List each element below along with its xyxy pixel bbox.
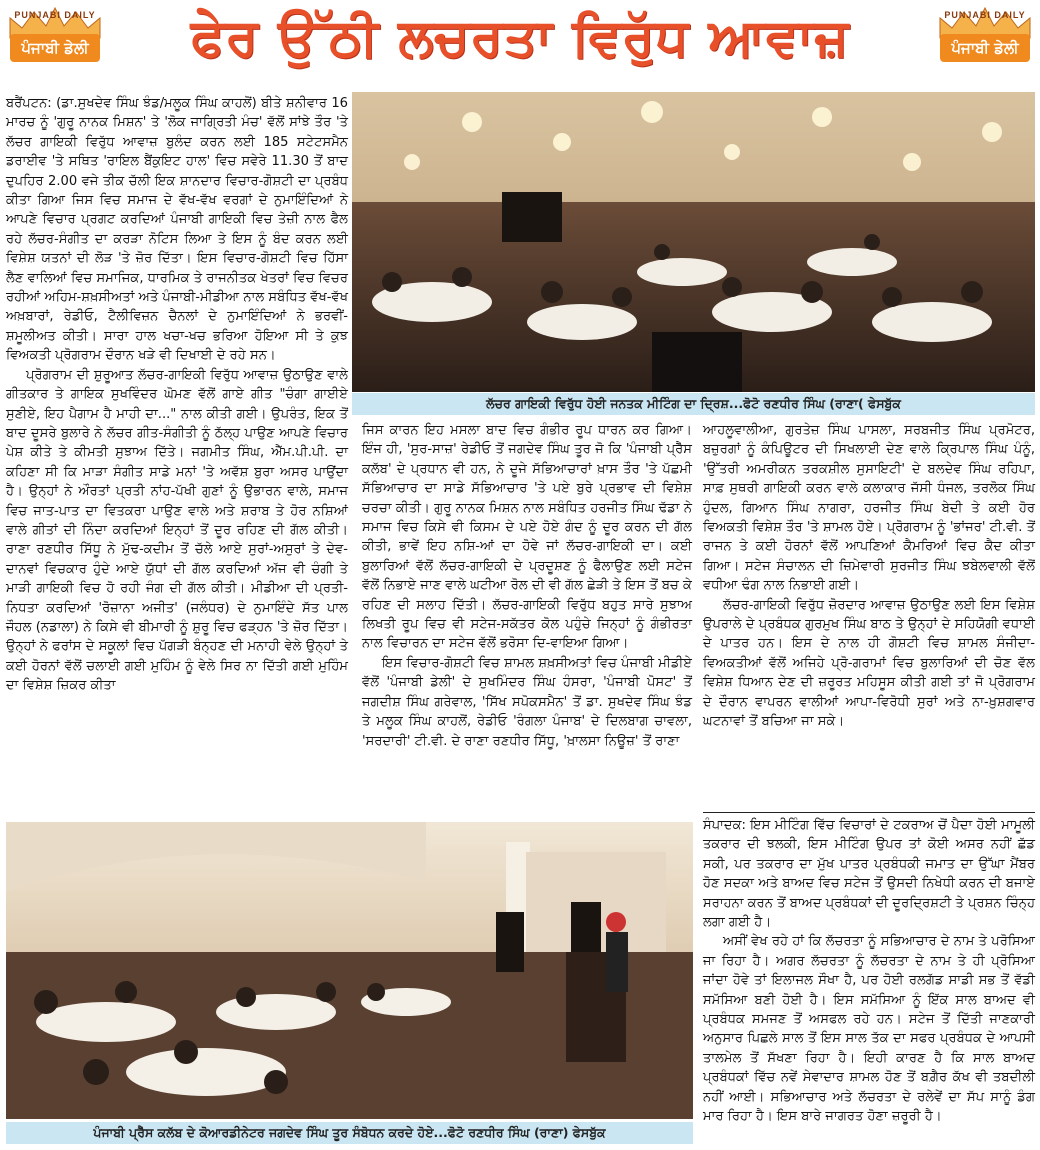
article-paragraph: ਪ੍ਰੋਗਰਾਮ ਦੀ ਸ਼ੁਰੂਆਤ ਲੱਚਰ-ਗਾਇਕੀ ਵਿਰੁੱਧ ਆਵਾਜ਼ ਉਠਾਉਣ ਵਾਲੇ ਗੀਤਕਾਰ ਤੇ ਗਾਇਕ ਸੁਖਵਿੰਦਰ ਘੋਮਣ ਵੱਲੋਂ ਗਾਏ ਗੀਤ "ਚੰਗਾ ਗਾਈਏ ਸੁਣੀਏ, ਇਹ ਪੈਗਾਮ ਹੈ ਮਾਹੀ ਦਾ..." ਨਾਲ ਕੀਤੀ ਗਈ। ਉਪਰੰਤ, ਇਕ ਤੋਂ ਬਾਦ ਦੂਸਰੇ ਬੁਲਾਰੇ ਨੇ ਲੱਚਰ ਗੀਤ-ਸੰਗੀਤੀ ਨੂੰ ਠੱਲ੍ਹ ਪਾਉਣ ਆਪਣੇ ਵਿਚਾਰ ਪੇਸ਼ ਕੀਤੇ ਤੇ ਕੀਮਤੀ ਸੁਝਾਅ ਦਿੱਤੇ। ਜਗਮੀਤ ਸਿੰਘ, ਐੱਮ.ਪੀ.ਪੀ. ਦਾ ਕਹਿਣਾ ਸੀ ਕਿ ਮਾੜਾ ਸੰਗੀਤ ਸਾਡੇ ਮਨਾਂ 'ਤੇ ਅਵੱਸ਼ ਬੁਰਾ ਅਸਰ ਪਾਉਂਦਾ ਹੈ। ਉਨ੍ਹਾਂ ਨੇ ਔਰਤਾਂ ਪ੍ਰਤੀ ਨਾਂਹ-ਪੱਖੀ ਗੁਣਾਂ ਨੂੰ ਉਭਾਰਨ ਵਾਲੇ, ਸਮਾਜ ਵਿਚ ਜਾਤ-ਪਾਤ ਦਾ ਵਿਤਕਰਾ ਪਾਉਣ ਵਾਲੇ ਅਤੇ ਸ਼ਰਾਬ ਤੇ ਹੋਰ ਨਸ਼ਿਆਂ ਵਾਲੇ ਗੀਤਾਂ ਦੀ ਨਿੰਦਾ ਕਰਦਿਆਂ ਇਨ੍ਹਾਂ ਤੋਂ ਦੂਰ ਰਹਿਣ ਦੀ ਗੱਲ ਕੀਤੀ। ਰਾਣਾ ਰਣਧੀਰ ਸਿੱਧੂ ਨੇ ਮੁੱਢ-ਕਦੀਮ ਤੋਂ ਚੱਲੇ ਆਏ ਸੁਰਾਂ-ਅਸੁਰਾਂ ਤੇ ਦੇਵ-ਦਾਨਵਾਂ ਵਿਚਕਾਰ ਹੁੰਦੇ ਆਏ ਯੁੱਧਾਂ ਦੀ ਗੱਲ ਕਰਦਿਆਂ ਅੱਜ ਵੀ ਚੰਗੀ ਤੇ ਮਾੜੀ ਗਾਇਕੀ ਵਿਚ ਹੋ ਰਹੀ ਜੰਗ ਦੀ ਗੱਲ ਕੀਤੀ। ਮੀਡੀਆ ਦੀ ਪ੍ਰਤੀ-ਨਿਧਤਾ ਕਰਦਿਆਂ 'ਰੋਜ਼ਾਨਾ ਅਜੀਤ' (ਜਲੰਧਰ) ਦੇ ਨੁਮਾਇੰਦੇ ਸੱਤ ਪਾਲ ਜੌਹਲ (ਨਡਾਲਾ) ਨੇ ਕਿਸੇ ਵੀ ਬੀਮਾਰੀ ਨੂੰ ਸ਼ੁਰੂ ਵਿਚ ਫੜ੍ਹਨ 'ਤੇ ਜ਼ੋਰ ਦਿੱਤਾ। ਉਨ੍ਹਾਂ ਨੇ ਫਰਾਂਸ ਦੇ ਸਕੂਲਾਂ ਵਿਚ ਪੱਗੜੀ ਬੰਨ੍ਹਣ ਦੀ ਮਨਾਹੀ ਵੇਲੇ ਉਨ੍ਹਾਂ ਤੇ ਕਈ ਹੋਰਨਾਂ ਵੱਲੋਂ ਚਲਾਈ ਗਈ ਮੁਹਿੰਮ ਨੂੰ ਵੇਲੇ ਸਿਰ ਨਾ ਦਿੱਤੀ ਗਈ ਮੁਹਿੰਮ ਦਾ ਵਿਸ਼ੇਸ਼ ਜ਼ਿਕਰ ਕੀਤਾ [6, 367, 348, 694]
photo-caption-bottom: ਪੰਜਾਬੀ ਪ੍ਰੈੱਸ ਕਲੱਬ ਦੇ ਕੋਆਰਡੀਨੇਟਰ ਜਗਦੇਵ ਸਿੰਘ ਤੂਰ ਸੰਬੋਧਨ ਕਰਦੇ ਹੋਏ...ਫੋਟੋ ਰਣਧੀਰ ਸਿੰਘ (ਰਾਣਾ) ਫੇਸਬੁੱਕ [6, 1122, 693, 1144]
photo-caption-top: ਲੱਚਰ ਗਾਇਕੀ ਵਿਰੁੱਧ ਹੋਈ ਜਨਤਕ ਮੀਟਿੰਗ ਦਾ ਦ੍ਰਿਸ਼...ਫੋਟੋ ਰਣਧੀਰ ਸਿੰਘ (ਰਾਣਾ( ਫੇਸਬੁੱਕ [352, 393, 1035, 415]
editor-paragraph: ਸੰਪਾਦਕ: ਇਸ ਮੀਟਿੰਗ ਵਿੱਚ ਵਿਚਾਰਾਂ ਦੇ ਟਕਰਾਅ ਚੋਂ ਪੈਦਾ ਹੋਈ ਮਾਮੂਲੀ ਤਕਰਾਰ ਦੀ ਝਲਕੀ, ਇਸ ਮੀਟਿੰਗ ਉਪਰ ਤਾਂ ਕੋਈ ਅਸਰ ਨਹੀਂ ਛੱਡ ਸਕੀ, ਪਰ ਤਕਰਾਰ ਦਾ ਮੁੱਖ ਪਾਤਰ ਪ੍ਰਬੰਧਕੀ ਜਮਾਤ ਦਾ ਉੱਘਾ ਮੈਂਬਰ ਹੋਣ ਸਦਕਾ ਅਤੇ ਬਾਅਦ ਵਿਚ ਸਟੇਜ ਤੋਂ ਉਸਦੀ ਨਿਖੇਧੀ ਕਰਨ ਦੀ ਬਜਾਏ ਸਰਾਹਨਾ ਕਰਨ ਤੋਂ ਬਾਅਦ ਪ੍ਰਬੰਧਕਾਂ ਦੀ ਦੂਰਦ੍ਰਿਸ਼ਟੀ ਤੇ ਪ੍ਰਸ਼ਨ ਚਿੰਨ੍ਹ ਲਗਾ ਗਈ ਹੈ। [703, 818, 1035, 931]
article-paragraph: ਆਹਲੂਵਾਲੀਆ, ਗੁਰਤੇਜ਼ ਸਿੰਘ ਪਾਸਲਾ, ਸਰਬਜੀਤ ਸਿੰਘ ਪ੍ਰਮੋਟਰ, ਬਜ਼ੁਰਗਾਂ ਨੂੰ ਕੰਪਿਊਟਰ ਦੀ ਸਿਖਲਾਈ ਦੇਣ ਵਾਲੇ ਕ੍ਰਿਪਾਲ ਸਿੰਘ ਪੰਨੂੰ, 'ਉੱਤਰੀ ਅਮਰੀਕਨ ਤਰਕਸ਼ੀਲ ਸੁਸਾਇਟੀ' ਦੇ ਬਲਦੇਵ ਸਿੰਘ ਰਹਿਪਾ, ਸਾਫ਼ ਸੁਥਰੀ ਗਾਇਕੀ ਕਰਨ ਵਾਲੇ ਕਲਾਕਾਰ ਜੱਸੀ ਧੰਜਲ, ਤਰਲੋਕ ਸਿੰਘ ਹੁੰਦਲ, ਗਿਆਨ ਸਿੰਘ ਨਾਗਰਾ, ਹਰਜੀਤ ਸਿੰਘ ਬੇਦੀ ਤੇ ਕਈ ਹੋਰ ਵਿਅਕਤੀ ਵਿਸ਼ੇਸ਼ ਤੌਰ 'ਤੇ ਸ਼ਾਮਲ ਹੋਏ। ਪ੍ਰੋਗਰਾਮ ਨੂੰ 'ਭਾਂਜਰ' ਟੀ.ਵੀ. ਤੋਂ ਰਾਜਨ ਤੇ ਕਈ ਹੋਰਨਾਂ ਵੱਲੋਂ ਆਪਣਿਆਂ ਕੈਮਰਿਆਂ ਵਿਚ ਕੈਦ ਕੀਤਾ ਗਿਆ। ਸਟੇਜ ਸੰਚਾਲਨ ਦੀ ਜ਼ਿਮੇਵਾਰੀ ਸੁਰਜੀਤ ਸਿੰਘ ਝਬੇਲਵਾਲੀ ਵੱਲੋਂ ਵਧੀਆ ਢੰਗ ਨਾਲ ਨਿਭਾਈ ਗਈ। [703, 423, 1035, 594]
editor-note [703, 816, 1035, 1127]
article-paragraph: ਬਰੈਂਪਟਨ: (ਡਾ.ਸੁਖਦੇਵ ਸਿੰਘ ਝੰਡ/ਮਲੂਕ ਸਿੰਘ ਕਾਹਲੋਂ) ਬੀਤੇ ਸ਼ਨੀਵਾਰ 16 ਮਾਰਚ ਨੂੰ 'ਗੁਰੂ ਨਾਨਕ ਮਿਸ਼ਨ' ਤੇ 'ਲੋਕ ਜਾਗ੍ਰਿਤੀ ਮੰਚ' ਵੱਲੋਂ ਸਾਂਝੇ ਤੌਰ 'ਤੇ ਲੱਚਰ ਗਾਇਕੀ ਵਿਰੁੱਧ ਆਵਾਜ਼ ਬੁਲੰਦ ਕਰਨ ਲਈ 185 ਸਟੇਟਸਮੈਨ ਡਰਾਈਵ 'ਤੇ ਸਥਿਤ 'ਰਾਇਲ ਬੈਂਕੁਇਟ ਹਾਲ' ਵਿਚ ਸਵੇਰੇ 11.30 ਤੋਂ ਬਾਦ ਦੁਪਹਿਰ 2.00 ਵਜੇ ਤੀਕ ਚੱਲੀ ਇਕ ਸ਼ਾਨਦਾਰ ਵਿਚਾਰ-ਗੋਸ਼ਟੀ ਦਾ ਪ੍ਰਬੰਧ ਕੀਤਾ ਗਿਆ ਜਿਸ ਵਿਚ ਸਮਾਜ ਦੇ ਵੱਖ-ਵੱਖ ਵਰਗਾਂ ਦੇ ਨੁਮਾਇੰਦਿਆਂ ਨੇ ਆਪਣੇ ਵਿਚਾਰ ਪ੍ਰਗਟ ਕਰਦਿਆਂ ਪੰਜਾਬੀ ਗਾਇਕੀ ਵਿਚ ਤੇਜ਼ੀ ਨਾਲ ਫੈਲ ਰਹੇ ਲੱਚਰ-ਸੰਗੀਤ ਦਾ ਕਰੜਾ ਨੋਟਿਸ ਲਿਆ ਤੇ ਇਸ ਨੂੰ ਬੰਦ ਕਰਨ ਲਈ ਵਿਸ਼ੇਸ਼ ਯਤਨਾਂ ਦੀ ਲੋੜ 'ਤੇ ਜ਼ੋਰ ਦਿੱਤਾ। ਇਸ ਵਿਚਾਰ-ਗੋਸ਼ਟੀ ਵਿਚ ਹਿੱਸਾ ਲੈਣ ਵਾਲਿਆਂ ਵਿਚ ਸਮਾਜਿਕ, ਧਾਰਮਿਕ ਤੇ ਰਾਜਨੀਤਕ ਖੇਤਰਾਂ ਵਿਚ ਵਿਚਰ ਰਹੀਆਂ ਅਹਿਮ-ਸ਼ਖ਼ਸੀਅਤਾਂ ਅਤੇ ਪੰਜਾਬੀ-ਮੀਡੀਆ ਨਾਲ ਸਬੰਧਿਤ ਵੱਖ-ਵੱਖ ਅਖ਼ਬਾਰਾਂ, ਰੇਡੀਓ, ਟੈਲੀਵਿਜ਼ਨ ਚੈਨਲਾਂ ਦੇ ਨੁਮਾਇੰਦਿਆਂ ਨੇ ਭਰਵੀਂ-ਸ਼ਮੂਲੀਅਤ ਕੀਤੀ। ਸਾਰਾ ਹਾਲ ਖਚਾ-ਖਚ ਭਰਿਆ ਹੋਇਆ ਸੀ ਤੇ ਕੁਝ ਵਿਅਕਤੀ ਪ੍ਰੋਗਰਾਮ ਦੌਰਾਨ ਖੜੇ ਵੀ ਦਿਖਾਈ ਦੇ ਰਹੇ ਸਨ। [6, 96, 348, 364]
newspaper-logo-left [6, 4, 104, 68]
article-paragraph: ਜਿਸ ਕਾਰਨ ਇਹ ਮਸਲਾ ਬਾਦ ਵਿਚ ਗੰਭੀਰ ਰੂਪ ਧਾਰਨ ਕਰ ਗਿਆ। ਇੰਜ ਹੀ, 'ਸੁਰ-ਸਾਜ਼' ਰੇਡੀਓ ਤੋਂ ਜਗਦੇਵ ਸਿੰਘ ਤੂਰ ਜੋ ਕਿ 'ਪੰਜਾਬੀ ਪ੍ਰੈੱਸ ਕਲੱਬ' ਦੇ ਪ੍ਰਧਾਨ ਵੀ ਹਨ, ਨੇ ਦੂਜੇ ਸੱਭਿਆਚਾਰਾਂ ਖ਼ਾਸ ਤੌਰ 'ਤੇ ਪੱਛਮੀ ਸੱਭਿਆਚਾਰ ਦਾ ਸਾਡੇ ਸੱਭਿਆਚਾਰ 'ਤੇ ਪਏ ਬੁਰੇ ਪ੍ਰਭਾਵ ਦੀ ਵਿਸ਼ੇਸ਼ ਚਰਚਾ ਕੀਤੀ। ਗੁਰੂ ਨਾਨਕ ਮਿਸ਼ਨ ਨਾਲ ਸਬੰਧਿਤ ਹਰਜੀਤ ਸਿੰਘ ਢੱਡਾ ਨੇ ਸਮਾਜ ਵਿਚ ਕਿਸੇ ਵੀ ਕਿਸਮ ਦੇ ਪਏ ਹੋਏ ਗੰਦ ਨੂੰ ਦੂਰ ਕਰਨ ਦੀ ਗੱਲ ਕੀਤੀ, ਭਾਵੇਂ ਇਹ ਨਸ਼ਿ-ਆਂ ਦਾ ਹੋਵੇ ਜਾਂ ਲੱਚਰ-ਗਾਇਕੀ ਦਾ। ਕਈ ਬੁਲਾਰਿਆਂ ਵੱਲੋਂ ਲੱਚਰ-ਗਾਇਕੀ ਦੇ ਪ੍ਰਦੂਸ਼ਣ ਨੂੰ ਫੈਲਾਉਣ ਲਈ ਸਟੇਜ ਵੱਲੋਂ ਨਿਭਾਏ ਜਾਣ ਵਾਲੇ ਘਟੀਆ ਰੋਲ ਦੀ ਵੀ ਗੱਲ ਛੇੜੀ ਤੇ ਇਸ ਤੋਂ ਬਚ ਕੇ ਰਹਿਣ ਦੀ ਸਲਾਹ ਦਿੱਤੀ। ਲੱਚਰ-ਗਾਇਕੀ ਵਿਰੁੱਧ ਬਹੁਤ ਸਾਰੇ ਸੁਝਾਅ ਲਿਖਤੀ ਰੂਪ ਵਿਚ ਵੀ ਸਟੇਜ-ਸਕੱਤਰ ਕੋਲ ਪਹੁੰਚੇ ਜਿਨ੍ਹਾਂ ਨੂੰ ਗੰਭੀਰਤਾ ਨਾਲ ਵਿਚਾਰਨ ਦਾ ਸਟੇਜ ਵੱਲੋਂ ਭਰੋਸਾ ਦਿ-ਵਾਇਆ ਗਿਆ। [362, 423, 692, 652]
logo-script-text: ਪੰਜਾਬੀ ਡੇਲੀ [10, 34, 100, 62]
logo-script-text: ਪੰਜਾਬੀ ਡੇਲੀ [940, 34, 1030, 62]
article-paragraph: ਇਸ ਵਿਚਾਰ-ਗੋਸ਼ਟੀ ਵਿਚ ਸ਼ਾਮਲ ਸ਼ਖ਼ਸੀਅਤਾਂ ਵਿਚ ਪੰਜਾਬੀ ਮੀਡੀਏ ਵੱਲੋਂ 'ਪੰਜਾਬੀ ਡੇਲੀ' ਦੇ ਸੁਖਮਿੰਦਰ ਸਿੰਘ ਹੰਸਰਾ, 'ਪੰਜਾਬੀ ਪੋਸਟ' ਤੋਂ ਜਗਦੀਸ਼ ਸਿੰਘ ਗਰੇਵਾਲ, 'ਸਿੱਖ ਸਪੋਕਸਮੈਨ' ਤੋਂ ਡਾ. ਸੁਖਦੇਵ ਸਿੰਘ ਝੰਡ ਤੇ ਮਲੂਕ ਸਿੰਘ ਕਾਹਲੋਂ, ਰੇਡੀਓ 'ਰੰਗਲਾ ਪੰਜਾਬ' ਦੇ ਦਿਲਬਾਗ ਚਾਵਲਾ, 'ਸਰਦਾਰੀ' ਟੀ.ਵੀ. ਦੇ ਰਾਣਾ ਰਣਧੀਰ ਸਿੱਧੂ, 'ਖ਼ਾਲਸਾ ਨਿਊਜ਼' ਤੋਂ ਰਾਣਾ [362, 655, 692, 749]
section-divider [703, 812, 1035, 813]
logo-brand-text: PUNJABI DAILY [14, 10, 96, 20]
banquet-hall-photo [352, 92, 1035, 392]
article-column-left [6, 94, 348, 696]
editor-paragraph: ਅਸੀਂ ਵੇਖ ਰਹੇ ਹਾਂ ਕਿ ਲੱਚਰਤਾ ਨੂੰ ਸਭਿਆਚਾਰ ਦੇ ਨਾਮ ਤੇ ਪਰੋਸਿਆ ਜਾ ਰਿਹਾ ਹੈ। ਅਗਰ ਲੱਚਰਤਾ ਨੂੰ ਲੱਚਰਤਾ ਦੇ ਨਾਮ ਤੇ ਹੀ ਪ੍ਰੋਸਿਆ ਜਾਂਦਾ ਹੋਵੇ ਤਾਂ ਇਲਾਜਲ ਸੌਖਾ ਹੈ, ਪਰ ਹੋਈ ਰਲਗੱਡ ਸਾਡੀ ਸਭ ਤੋਂ ਵੱਡੀ ਸਮੱਸਿਆ ਬਣੀ ਹੋਈ ਹੈ। ਇਸ ਸਮੱਸਿਆ ਨੂੰ ਇੱਕ ਸਾਲ ਬਾਅਦ ਵੀ ਪ੍ਰਬੰਧਕ ਸਮਜਣ ਤੋਂ ਅਸਫਲ ਰਹੇ ਹਨ। ਸਟੇਜ ਤੋਂ ਦਿੱਤੀ ਜਾਣਕਾਰੀ ਅਨੁਸਾਰ ਪਿਛਲੇ ਸਾਲ ਤੋਂ ਇਸ ਸਾਲ ਤੱਕ ਦਾ ਸਫਰ ਪ੍ਰਬੰਧਕ ਦੇ ਆਪਸੀ ਤਾਲਮੇਲ ਤੋਂ ਸੱਖਣਾ ਰਿਹਾ ਹੈ। ਇਹੀ ਕਾਰਣ ਹੈ ਕਿ ਸਾਲ ਬਾਅਦ ਪ੍ਰਬੰਧਕਾਂ ਵਿੱਚ ਨਵੇਂ ਸੇਵਾਦਾਰ ਸ਼ਾਮਲ ਹੋਣ ਤੋਂ ਬਗ਼ੈਰ ਕੱਖ ਵੀ ਤਬਦੀਲੀ ਨਹੀਂ ਆਈ। ਸਭਿਆਚਾਰ ਅਤੇ ਲੱਚਰਤਾ ਦੇ ਰਲੇਵੇਂ ਦਾ ਸੱਪ ਸਾਨੂੰ ਡੰਗ ਮਾਰ ਰਿਹਾ ਹੈ। ਇਸ ਬਾਰੇ ਜਾਗਰਤ ਹੋਣਾ ਜ਼ਰੂਰੀ ਹੈ। [703, 934, 1035, 1125]
article-column-middle [362, 421, 692, 751]
newspaper-logo-right [936, 4, 1034, 68]
page-headline: ਫੇਰ ਉੱਠੀ ਲਚਰਤਾ ਵਿਰੁੱਧ ਆਵਾਜ਼ [190, 8, 850, 68]
speaker-photo [6, 822, 693, 1119]
article-paragraph: ਲੱਚਰ-ਗਾਇਕੀ ਵਿਰੁੱਧ ਜ਼ੋਰਦਾਰ ਆਵਾਜ਼ ਉਠਾਉਣ ਲਈ ਇਸ ਵਿਸ਼ੇਸ਼ ਉਪਰਾਲੇ ਦੇ ਪ੍ਰਬੰਧਕ ਗੁਰਮੁਖ ਸਿੰਘ ਬਾਠ ਤੇ ਉਨ੍ਹਾਂ ਦੇ ਸਹਿਯੋਗੀ ਵਧਾਈ ਦੇ ਪਾਤਰ ਹਨ। ਇਸ ਦੇ ਨਾਲ ਹੀ ਗੋਸ਼ਟੀ ਵਿਚ ਸ਼ਾਮਲ ਸੰਜੀਦਾ-ਵਿਅਕਤੀਆਂ ਵੱਲੋਂ ਅਜਿਹੇ ਪ੍ਰੋ-ਗਰਾਮਾਂ ਵਿਚ ਬੁਲਾਰਿਆਂ ਦੀ ਚੋਣ ਵੱਲ ਵਿਸ਼ੇਸ਼ ਧਿਆਨ ਦੇਣ ਦੀ ਜ਼ਰੂਰਤ ਮਹਿਸੂਸ ਕੀਤੀ ਗਈ ਤਾਂ ਜੋ ਪ੍ਰੋਗਰਾਮ ਦੇ ਦੌਰਾਨ ਵਾਪਰਨ ਵਾਲੀਆਂ ਆਪਾ-ਵਿਰੋਧੀ ਸੁਰਾਂ ਅਤੇ ਨਾ-ਖ਼ੁਸ਼ਗਵਾਰ ਘਟਨਾਵਾਂ ਤੋਂ ਬਚਿਆ ਜਾ ਸਕੇ। [703, 597, 1035, 730]
article-column-right [703, 421, 1035, 732]
logo-brand-text: PUNJABI DAILY [944, 10, 1026, 20]
